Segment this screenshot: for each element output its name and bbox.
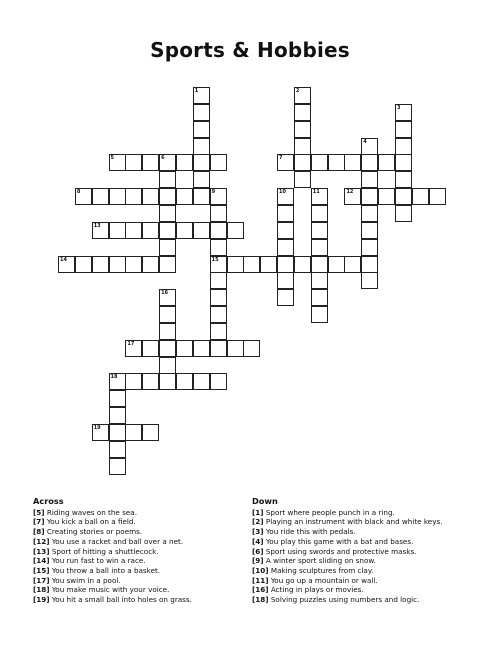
clue-number: [3] — [252, 527, 264, 537]
clue-text: You go up a mountain or wall. — [270, 575, 378, 585]
grid-cell[interactable] — [344, 256, 361, 273]
cell-number: 18 — [110, 374, 118, 381]
grid-cell[interactable] — [142, 424, 159, 441]
grid-cell[interactable] — [159, 289, 176, 306]
clue-number: [1] — [252, 507, 264, 517]
grid-cell[interactable] — [159, 188, 176, 205]
grid-cell[interactable] — [361, 239, 378, 256]
across-clue — [33, 566, 192, 576]
clue-number: [9] — [252, 556, 264, 566]
grid-cell[interactable] — [311, 205, 328, 222]
down-clue — [252, 547, 442, 557]
grid-cell[interactable] — [109, 222, 126, 239]
grid-cell[interactable] — [159, 357, 176, 374]
grid-cell[interactable] — [277, 289, 294, 306]
cell-number: 17 — [127, 340, 135, 347]
grid-cell[interactable] — [277, 239, 294, 256]
cell-number: 3 — [397, 104, 401, 111]
grid-cell[interactable] — [311, 272, 328, 289]
clue-number: [13] — [33, 546, 50, 556]
clue-number: [8] — [33, 527, 45, 537]
cell-number: 19 — [93, 425, 101, 431]
grid-cell[interactable] — [311, 239, 328, 256]
clue-text: Acting in plays or movies. — [270, 585, 364, 595]
grid-cell[interactable] — [227, 256, 244, 273]
grid-cell[interactable] — [58, 256, 75, 273]
grid-cell[interactable] — [243, 256, 260, 273]
cell-number: 11 — [312, 189, 320, 196]
grid-cell[interactable] — [260, 256, 277, 273]
down-heading: Down — [252, 496, 278, 506]
grid-cell[interactable] — [361, 138, 378, 155]
grid-cell[interactable] — [92, 222, 109, 239]
clue-text: Making sculptures from clay. — [270, 565, 374, 575]
grid-cell[interactable] — [125, 154, 142, 171]
grid-cell[interactable] — [193, 171, 210, 188]
grid-cell[interactable] — [109, 188, 126, 205]
down-clue — [252, 517, 442, 527]
grid-cell[interactable] — [125, 373, 142, 390]
clue-number: [14] — [33, 556, 50, 566]
down-clue — [252, 508, 442, 518]
clue-text: You swim in a pool. — [51, 575, 121, 585]
grid-cell[interactable] — [227, 222, 244, 239]
cell-number: 9 — [211, 189, 216, 196]
grid-cell[interactable] — [159, 222, 176, 239]
grid-cell[interactable] — [412, 188, 429, 205]
grid-cell[interactable] — [109, 441, 126, 458]
grid-cell[interactable] — [311, 188, 328, 205]
grid-cell[interactable] — [193, 154, 210, 171]
grid-cell[interactable] — [159, 171, 176, 188]
clue-text: A winter sport sliding on snow. — [265, 556, 376, 566]
grid-cell[interactable] — [311, 289, 328, 306]
grid-cell[interactable] — [378, 154, 395, 171]
grid-cell[interactable] — [344, 188, 361, 205]
grid-cell[interactable] — [294, 104, 311, 121]
grid-cell[interactable] — [176, 373, 193, 390]
grid-cell[interactable] — [125, 222, 142, 239]
across-clues — [33, 497, 192, 605]
grid-cell[interactable] — [159, 239, 176, 256]
clue-number: [11] — [252, 575, 269, 585]
clue-text: You use a racket and ball over a net. — [51, 536, 184, 546]
grid-cell[interactable] — [210, 188, 227, 205]
grid-cell[interactable] — [361, 171, 378, 188]
down-clue — [252, 527, 442, 537]
grid-cell[interactable] — [210, 205, 227, 222]
grid-cell[interactable] — [176, 222, 193, 239]
grid-cell[interactable] — [109, 458, 126, 475]
cell-number: 6 — [161, 155, 165, 162]
cell-number: 13 — [93, 222, 101, 229]
clue-number: [18] — [252, 595, 269, 605]
grid-cell[interactable] — [193, 138, 210, 155]
grid-cell[interactable] — [277, 222, 294, 239]
grid-cell[interactable] — [109, 407, 126, 424]
grid-cell[interactable] — [311, 306, 328, 323]
grid-cell[interactable] — [277, 272, 294, 289]
grid-cell[interactable] — [277, 256, 294, 273]
clue-number: [15] — [33, 565, 50, 575]
clue-text: You ride this with pedals. — [265, 527, 356, 537]
grid-cell[interactable] — [395, 121, 412, 138]
grid-cell[interactable] — [125, 256, 142, 273]
across-clue — [33, 527, 192, 537]
grid-cell[interactable] — [159, 340, 176, 357]
grid-cell[interactable] — [395, 154, 412, 171]
clue-text: Sport using swords and protective masks. — [265, 546, 417, 556]
clue-number: [7] — [33, 517, 45, 527]
clue-text: You run fast to win a race. — [51, 556, 146, 566]
grid-cell[interactable] — [294, 138, 311, 155]
clue-number: [18] — [33, 585, 50, 595]
grid-cell[interactable] — [210, 256, 227, 273]
cell-number: 12 — [346, 189, 354, 196]
cell-number: 7 — [279, 155, 283, 162]
down-clue — [252, 576, 442, 586]
clue-text: Sport of hitting a shuttlecock. — [51, 546, 159, 556]
grid-cell[interactable] — [395, 171, 412, 188]
cell-number: 1 — [194, 88, 199, 94]
grid-cell[interactable] — [311, 154, 328, 171]
grid-cell[interactable] — [429, 188, 446, 205]
across-clue — [33, 556, 192, 566]
across-clue — [33, 517, 192, 527]
across-clue — [33, 576, 192, 586]
grid-cell[interactable] — [210, 340, 227, 357]
grid-cell[interactable] — [75, 188, 92, 205]
clue-number: [12] — [33, 536, 50, 546]
cell-number: 14 — [60, 256, 67, 263]
grid-cell[interactable] — [243, 340, 260, 357]
clue-text: You make music with your voice. — [51, 585, 170, 595]
grid-cell[interactable] — [75, 256, 92, 273]
clue-text: You kick a ball on a field. — [46, 517, 136, 527]
grid-cell[interactable] — [109, 154, 126, 171]
clue-number: [5] — [33, 507, 45, 517]
grid-cell[interactable] — [277, 154, 294, 171]
grid-cell[interactable] — [361, 256, 378, 273]
clue-number: [6] — [252, 546, 264, 556]
grid-cell[interactable] — [92, 188, 109, 205]
cell-number: 15 — [211, 256, 219, 263]
grid-cell[interactable] — [210, 272, 227, 289]
across-clue — [33, 585, 192, 595]
puzzle-title: Sports & Hobbies — [150, 38, 350, 62]
grid-cell[interactable] — [176, 340, 193, 357]
across-clue — [33, 547, 192, 557]
clue-text: Sport where people punch in a ring. — [265, 507, 395, 517]
grid-cell[interactable] — [109, 256, 126, 273]
grid-cell[interactable] — [210, 323, 227, 340]
grid-cell[interactable] — [344, 154, 361, 171]
grid-cell[interactable] — [361, 222, 378, 239]
grid-cell[interactable] — [311, 256, 328, 273]
grid-cell[interactable] — [294, 171, 311, 188]
clue-text: You throw a ball into a basket. — [51, 565, 161, 575]
down-clue — [252, 537, 442, 547]
across-clue — [33, 537, 192, 547]
grid-cell[interactable] — [193, 188, 210, 205]
cell-number: 8 — [76, 189, 81, 196]
grid-cell[interactable] — [159, 205, 176, 222]
grid-cell[interactable] — [159, 373, 176, 390]
grid-cell[interactable] — [294, 256, 311, 273]
grid-cell[interactable] — [193, 87, 210, 104]
grid-cell[interactable] — [125, 424, 142, 441]
grid-cell[interactable] — [395, 205, 412, 222]
down-clues — [252, 497, 442, 605]
clue-text: Solving puzzles using numbers and logic. — [270, 595, 420, 605]
across-clue — [33, 508, 192, 518]
clue-text: Creating stories or poems. — [46, 527, 143, 537]
grid-cell[interactable] — [361, 154, 378, 171]
grid-cell[interactable] — [92, 424, 109, 441]
grid-cell[interactable] — [193, 373, 210, 390]
clue-number: [16] — [252, 585, 269, 595]
clue-number: [19] — [33, 595, 50, 605]
grid-cell[interactable] — [109, 424, 126, 441]
grid-cell[interactable] — [193, 340, 210, 357]
grid-cell[interactable] — [176, 188, 193, 205]
grid-cell[interactable] — [159, 306, 176, 323]
grid-cell[interactable] — [142, 373, 159, 390]
grid-cell[interactable] — [109, 373, 126, 390]
grid-cell[interactable] — [328, 154, 345, 171]
clue-number: [10] — [252, 565, 269, 575]
grid-cell[interactable] — [361, 205, 378, 222]
down-clue — [252, 566, 442, 576]
down-clue — [252, 556, 442, 566]
grid-cell[interactable] — [109, 390, 126, 407]
grid-cell[interactable] — [92, 256, 109, 273]
grid-cell[interactable] — [294, 121, 311, 138]
grid-cell[interactable] — [210, 239, 227, 256]
grid-cell[interactable] — [378, 188, 395, 205]
grid-cell[interactable] — [142, 256, 159, 273]
grid-cell[interactable] — [210, 154, 227, 171]
grid-cell[interactable] — [159, 154, 176, 171]
grid-cell[interactable] — [159, 256, 176, 273]
across-heading: Across — [33, 496, 64, 506]
grid-cell[interactable] — [277, 205, 294, 222]
grid-cell[interactable] — [294, 87, 311, 104]
clue-number: [17] — [33, 575, 50, 585]
clue-number: [2] — [252, 517, 264, 527]
grid-cell[interactable] — [361, 188, 378, 205]
grid-cell[interactable] — [311, 222, 328, 239]
clue-number: [4] — [252, 536, 264, 546]
grid-cell[interactable] — [193, 104, 210, 121]
grid-cell[interactable] — [193, 121, 210, 138]
cell-number: 2 — [295, 88, 300, 94]
cell-number: 16 — [161, 290, 169, 297]
grid-cell[interactable] — [277, 188, 294, 205]
grid-cell[interactable] — [142, 222, 159, 239]
across-clue — [33, 595, 192, 605]
clue-text: You play this game with a bat and bases. — [265, 536, 414, 546]
grid-cell[interactable] — [125, 188, 142, 205]
grid-cell[interactable] — [176, 154, 193, 171]
grid-cell[interactable] — [227, 340, 244, 357]
down-clue — [252, 585, 442, 595]
cell-number: 4 — [363, 138, 367, 145]
grid-cell[interactable] — [361, 272, 378, 289]
clue-text: Playing an instrument with black and white keys. — [265, 517, 443, 527]
grid-cell[interactable] — [210, 289, 227, 306]
grid-cell[interactable] — [328, 256, 345, 273]
grid-cell[interactable] — [294, 154, 311, 171]
grid-cell[interactable] — [142, 188, 159, 205]
grid-cell[interactable] — [125, 340, 142, 357]
grid-cell[interactable] — [210, 222, 227, 239]
grid-cell[interactable] — [395, 138, 412, 155]
grid-cell[interactable] — [159, 323, 176, 340]
grid-cell[interactable] — [395, 104, 412, 121]
cell-number: 10 — [279, 189, 287, 196]
cell-number: 5 — [110, 155, 115, 162]
clue-text: You hit a small ball into holes on grass. — [51, 595, 192, 605]
grid-cell[interactable] — [395, 188, 412, 205]
grid-cell[interactable] — [142, 340, 159, 357]
grid-cell[interactable] — [142, 154, 159, 171]
clue-text: Riding waves on the sea. — [46, 507, 137, 517]
grid-cell[interactable] — [210, 306, 227, 323]
down-clue — [252, 595, 442, 605]
grid-cell[interactable] — [210, 373, 227, 390]
grid-cell[interactable] — [193, 222, 210, 239]
